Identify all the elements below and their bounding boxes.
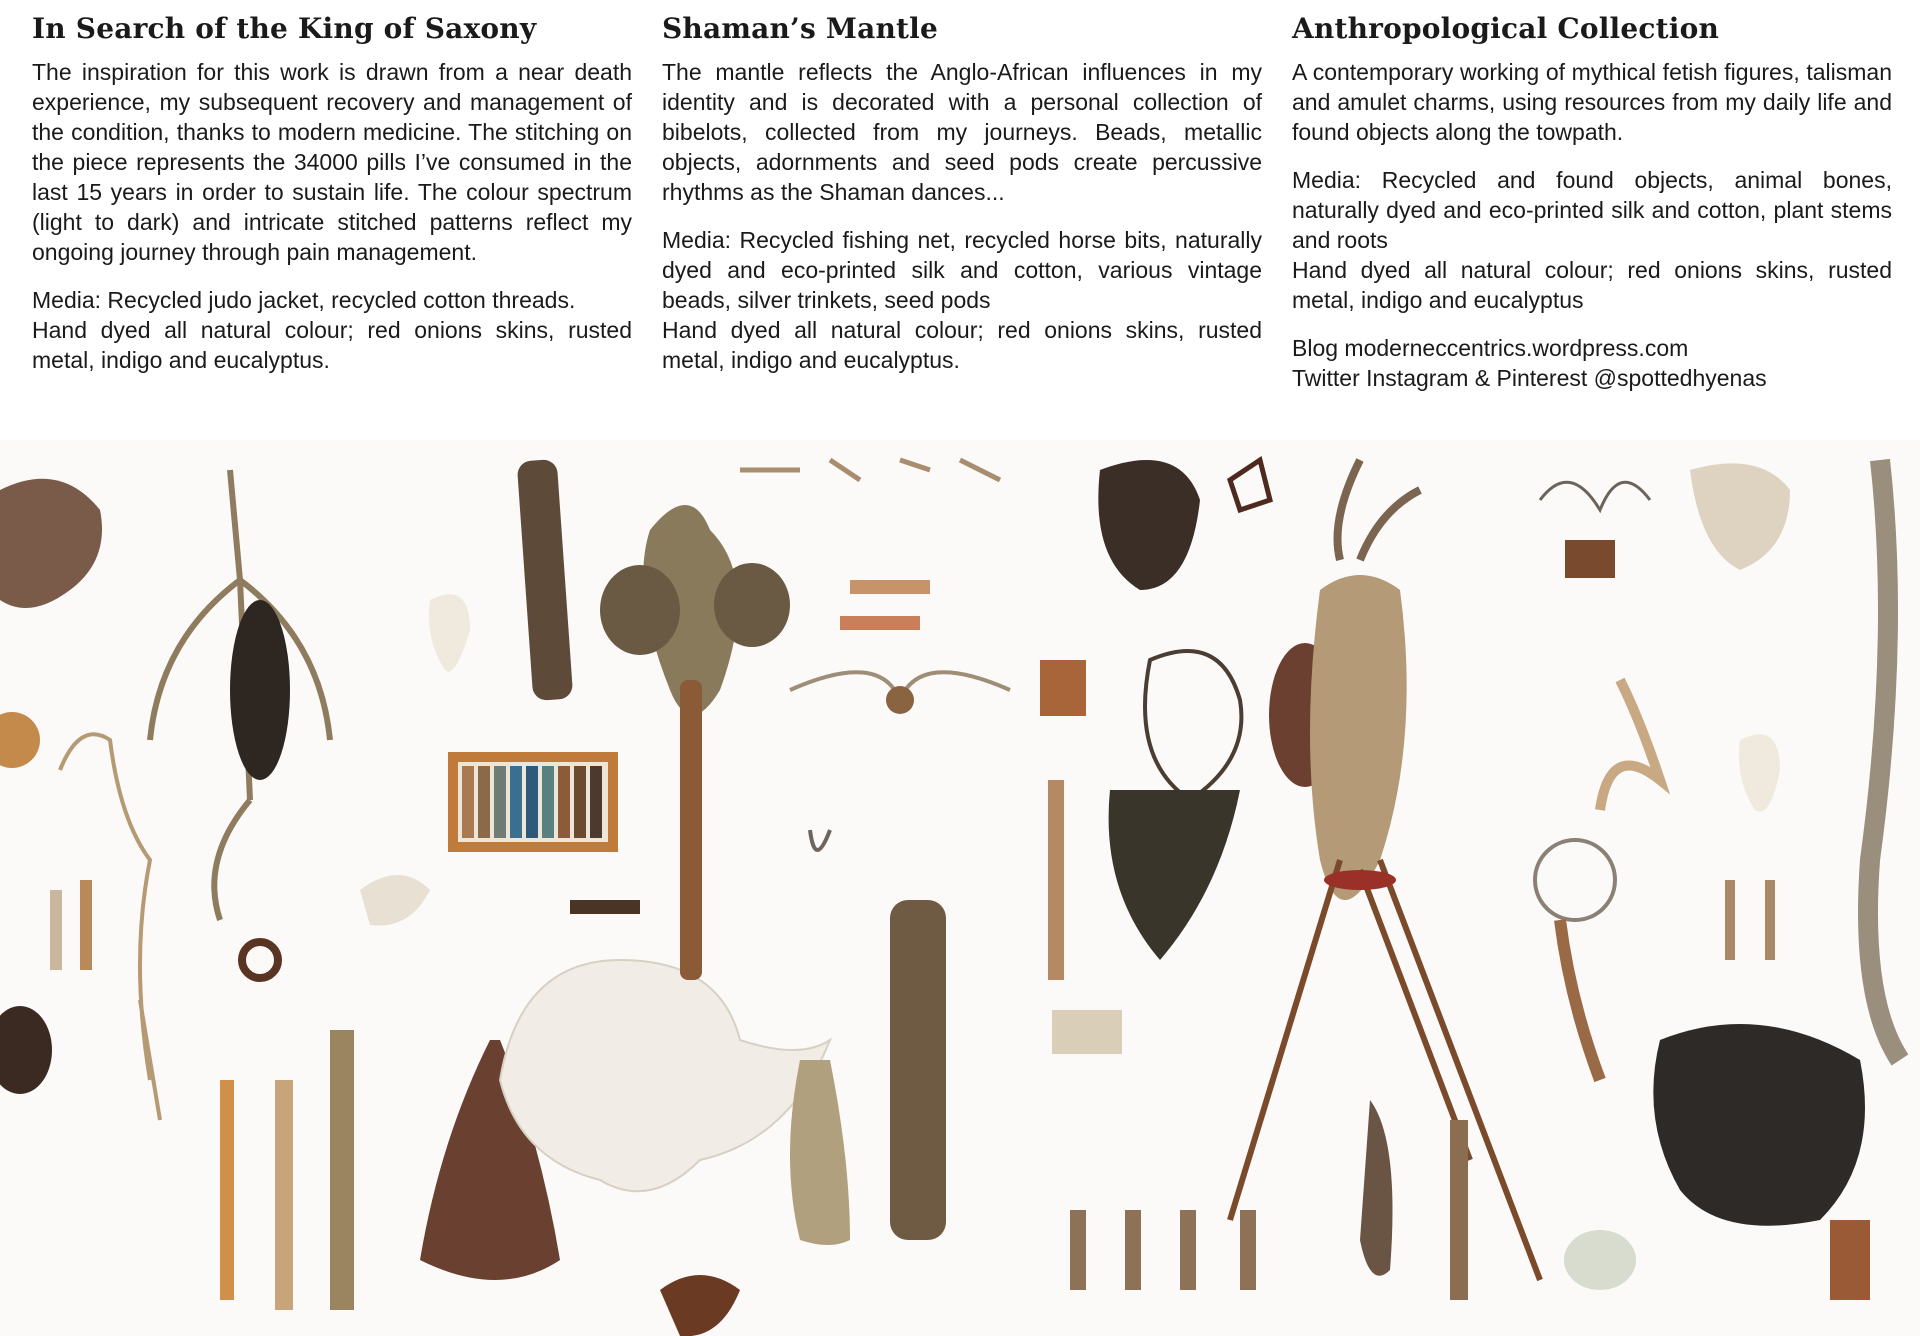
seed-pod — [0, 1006, 52, 1094]
root-figure-body — [1310, 575, 1407, 900]
staff-handle — [680, 680, 702, 980]
wrapped-stick — [275, 1080, 293, 1310]
bird-skull — [429, 594, 470, 671]
column-description: The mantle reflects the Anglo-African influences in my identity and is decorated with a personal collection of bibelots, collected from my journeys. Beads, metallic objects, adornments and seed pods create percussive rhythms as the Shaman dances... — [662, 59, 1262, 205]
collection-illustration — [0, 440, 1920, 1336]
root-bundle — [1868, 460, 1900, 1060]
fibre-roll — [840, 616, 920, 630]
thread-spools — [462, 766, 602, 838]
wrapped-stick — [330, 1030, 354, 1310]
pine-cone — [230, 600, 290, 780]
column-title: In Search of the King of Saxony — [32, 12, 537, 45]
column-description: The inspiration for this work is drawn from a near death experience, my subsequent recovery and management of the condition, thanks to modern medicine. The stitching on the piece represents the 34000 pills I’ve consumed in the last 15 years in order to sustain life. The colour spectrum (light to dark) and intricate stitched patterns reflect my ongoing journey through pain management. — [32, 59, 632, 265]
blog-link: Blog moderneccentrics.wordpress.com — [1292, 335, 1689, 361]
cage-charm — [1145, 651, 1241, 800]
fibre-figure — [1600, 680, 1660, 810]
bound-sticks — [1830, 1220, 1870, 1300]
wire-fan — [1540, 482, 1650, 510]
column-king-of-saxony — [32, 12, 632, 393]
column-dye: Hand dyed all natural colour; red onions skins, rusted metal, indigo and eucalyptus. — [662, 317, 1262, 373]
wrapped-totem — [890, 900, 946, 1240]
metal-hook — [810, 830, 830, 850]
pin-figures — [1070, 1210, 1256, 1290]
column-title: Shaman’s Mantle — [662, 12, 938, 45]
column-dye: Hand dyed all natural colour; red onions skins, rusted metal, indigo and eucalyptus — [1292, 257, 1892, 313]
felt-ball — [714, 563, 790, 647]
column-title: Anthropological Collection — [1292, 12, 1720, 45]
root-figure — [1338, 460, 1421, 560]
bead-ring — [1324, 870, 1396, 890]
column-media: Media: Recycled fishing net, recycled horse bits, naturally dyed and eco-printed silk and cotton, various vintage beads, silver trinkets, seed pods — [662, 227, 1262, 313]
collection-photograph — [0, 440, 1920, 1336]
iron-ring — [660, 1275, 740, 1336]
driftwood — [517, 459, 574, 701]
bone-fragment — [0, 479, 102, 608]
fibre-bundle — [1040, 660, 1086, 716]
twig-bundle — [740, 460, 1000, 480]
tassel — [790, 1060, 850, 1245]
social-handles: Twitter Instagram & Pinterest @spottedhyenas — [1292, 365, 1767, 391]
small-stick — [80, 880, 92, 970]
text-columns — [32, 12, 1896, 393]
lichen — [1564, 1230, 1636, 1290]
wrapped-stick — [220, 1080, 234, 1300]
column-media: Media: Recycled and found objects, animal bones, naturally dyed and eco-printed silk and cotton, plant stems and roots — [1292, 167, 1892, 253]
small-stick — [50, 890, 62, 970]
jaw-bone — [500, 960, 830, 1191]
column-media: Media: Recycled judo jacket, recycled cotton threads. — [32, 287, 576, 313]
small-totem — [1450, 1120, 1468, 1300]
column-dye: Hand dyed all natural colour; red onions skins, rusted metal, indigo and eucalyptus. — [32, 317, 632, 373]
dark-skull — [1653, 1024, 1865, 1226]
small-figures — [1730, 880, 1770, 960]
dark-seed-pod — [1098, 460, 1200, 590]
felt-ball — [600, 565, 680, 655]
thin-stick — [1048, 780, 1064, 980]
rattan-ball — [0, 712, 40, 768]
hair-roll — [570, 900, 640, 914]
dreamcatcher — [1535, 840, 1615, 920]
fibre-roll — [850, 580, 930, 594]
fibre-charm — [1360, 1100, 1393, 1276]
ribbon-tassel — [1560, 920, 1600, 1080]
rusted-tag — [1565, 540, 1615, 578]
wire-loop — [1230, 460, 1270, 510]
cloth-bundle — [1052, 1010, 1122, 1054]
animal-skull — [1690, 463, 1790, 570]
column-anthropological-collection — [1292, 12, 1892, 393]
hair-tassel — [1109, 790, 1240, 960]
string-figure — [60, 734, 160, 1120]
column-description: A contemporary working of mythical fetish figures, talisman and amulet charms, using resources from my daily life and found objects along the towpath. — [1292, 59, 1892, 145]
vertebra — [360, 875, 430, 926]
rusted-ring — [242, 942, 278, 978]
column-shamans-mantle — [662, 12, 1262, 393]
bird-skull — [1739, 734, 1780, 811]
